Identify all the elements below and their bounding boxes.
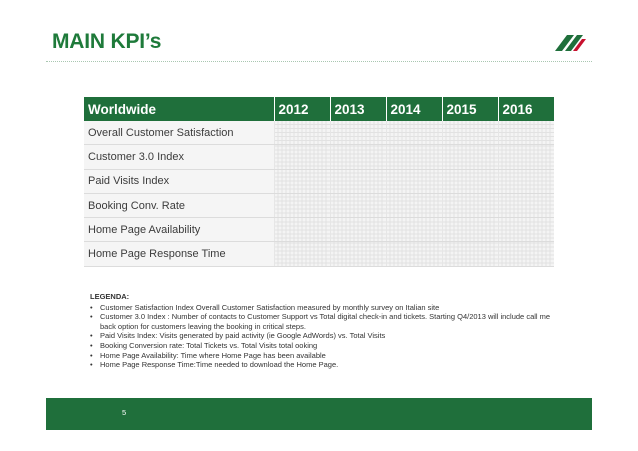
table-cell bbox=[274, 121, 330, 145]
table-cell bbox=[442, 121, 498, 145]
table-cell bbox=[330, 145, 386, 169]
table-cell bbox=[274, 169, 330, 193]
table-cell bbox=[442, 218, 498, 242]
legend-item: • Home Page Availability: Time where Home Page has been available bbox=[90, 351, 560, 361]
table-cell bbox=[274, 193, 330, 217]
legend-item: • Booking Conversion rate: Total Tickets vs. Total Visits total ooking bbox=[90, 341, 560, 351]
slide-title: MAIN KPI’s bbox=[52, 30, 162, 53]
table-cell bbox=[442, 193, 498, 217]
legend-item: • Customer Satisfaction Index Overall Customer Satisfaction measured by monthly survey on Italian site bbox=[90, 303, 560, 313]
table-cell bbox=[386, 242, 442, 266]
header-2012: 2012 bbox=[274, 97, 330, 121]
table-cell bbox=[442, 145, 498, 169]
table-cell bbox=[386, 145, 442, 169]
row-label: Overall Customer Satisfaction bbox=[84, 121, 274, 145]
legend bbox=[90, 292, 560, 370]
table-cell bbox=[330, 193, 386, 217]
header-2014: 2014 bbox=[386, 97, 442, 121]
row-label: Home Page Availability bbox=[84, 218, 274, 242]
row-label: Paid Visits Index bbox=[84, 169, 274, 193]
table-cell bbox=[498, 193, 554, 217]
kpi-table bbox=[84, 97, 554, 267]
table-cell bbox=[386, 193, 442, 217]
table-row bbox=[84, 218, 554, 242]
table-cell bbox=[386, 218, 442, 242]
row-label: Booking Conv. Rate bbox=[84, 193, 274, 217]
table-row bbox=[84, 169, 554, 193]
footer-bar bbox=[46, 398, 592, 430]
table-cell bbox=[442, 242, 498, 266]
header-2013: 2013 bbox=[330, 97, 386, 121]
header-2016: 2016 bbox=[498, 97, 554, 121]
table-cell bbox=[498, 242, 554, 266]
table-cell bbox=[330, 242, 386, 266]
table-cell bbox=[498, 121, 554, 145]
table-row bbox=[84, 145, 554, 169]
table-row bbox=[84, 121, 554, 145]
legend-list bbox=[90, 303, 560, 370]
header-worldwide: Worldwide bbox=[84, 97, 274, 121]
table-cell bbox=[386, 121, 442, 145]
legend-title: LEGENDA: bbox=[90, 292, 130, 301]
table-cell bbox=[330, 169, 386, 193]
table-cell bbox=[498, 218, 554, 242]
page-number: 5 bbox=[122, 408, 127, 417]
table-cell bbox=[330, 218, 386, 242]
legend-item: • Home Page Response Time:Time needed to download the Home Page. bbox=[90, 360, 560, 370]
table-cell bbox=[274, 145, 330, 169]
legend-item: • Paid Visits Index: Visits generated by paid activity (ie Google AdWords) vs. Total Visits bbox=[90, 331, 560, 341]
alitalia-logo bbox=[553, 34, 589, 52]
table-cell bbox=[330, 121, 386, 145]
table-cell bbox=[498, 169, 554, 193]
table-cell bbox=[442, 169, 498, 193]
table-cell bbox=[274, 242, 330, 266]
title-divider bbox=[46, 61, 592, 62]
table-header-row bbox=[84, 97, 554, 121]
table-row bbox=[84, 193, 554, 217]
table-cell bbox=[386, 169, 442, 193]
row-label: Customer 3.0 Index bbox=[84, 145, 274, 169]
header-2015: 2015 bbox=[442, 97, 498, 121]
row-label: Home Page Response Time bbox=[84, 242, 274, 266]
table-row bbox=[84, 242, 554, 266]
legend-item: • Customer 3.0 Index : Number of contacts to Customer Support vs Total digital check-in and tickets. Starting Q4/2013 will include call me back option for customers leaving the booking in critical steps. bbox=[90, 312, 560, 331]
table-cell bbox=[498, 145, 554, 169]
table-cell bbox=[274, 218, 330, 242]
